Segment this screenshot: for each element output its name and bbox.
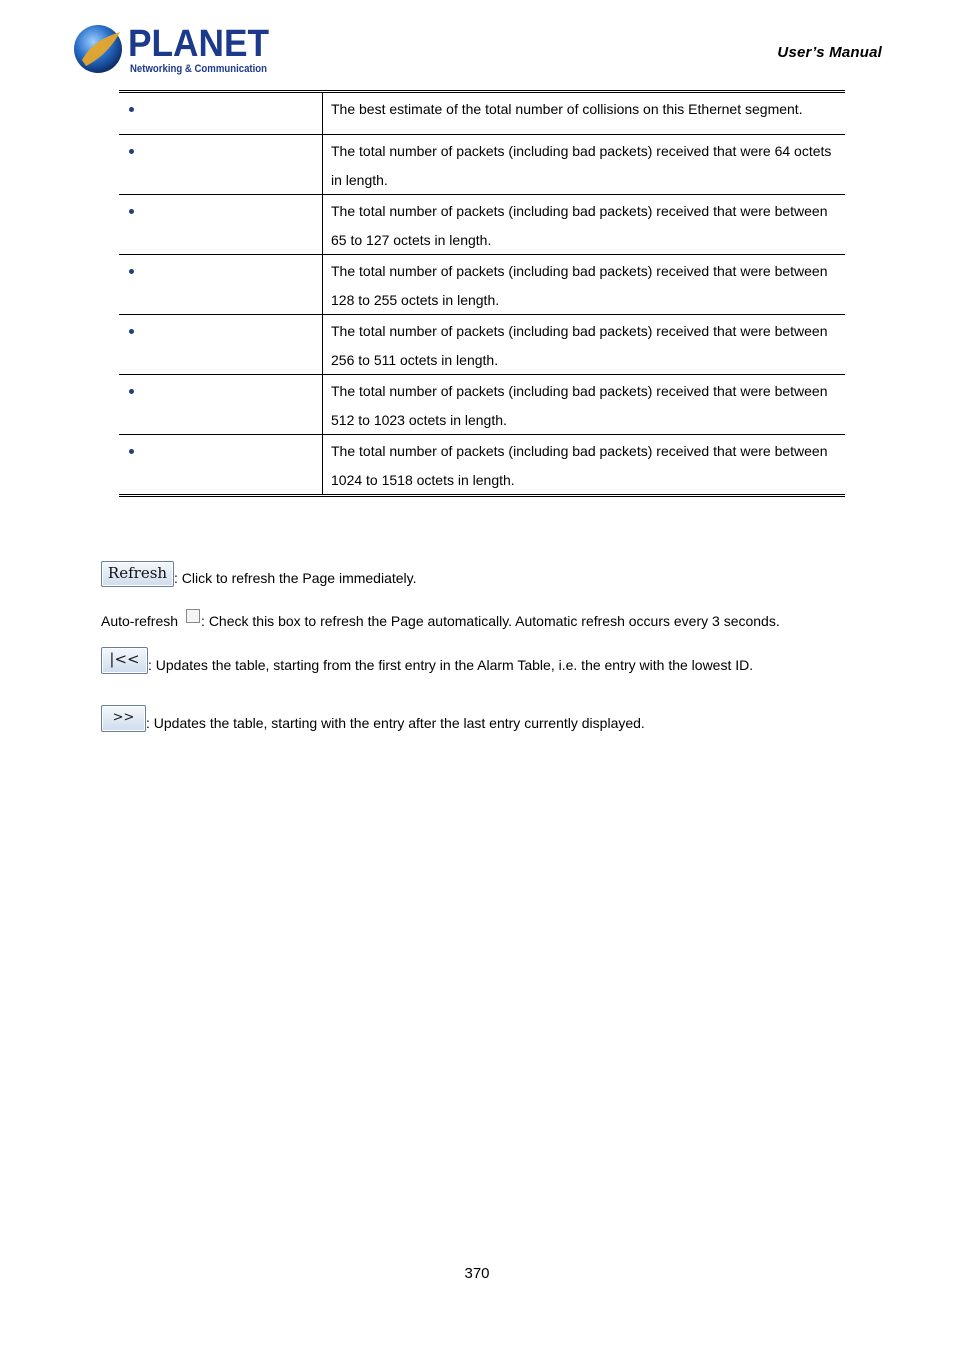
counter-description: The total number of packets (including bad packets) received that were 64 octets in length.: [323, 135, 846, 195]
refresh-button[interactable]: Refresh: [101, 561, 174, 587]
bullet-icon: [129, 209, 134, 214]
refresh-help-line: [101, 561, 417, 587]
bullet-icon: [129, 449, 134, 454]
counter-name-cell: [119, 375, 323, 435]
counter-name-cell: [119, 435, 323, 496]
counter-description: The total number of packets (including bad packets) received that were between 65 to 127 octets in length.: [323, 195, 846, 255]
bullet-icon: [129, 149, 134, 154]
next-page-button[interactable]: >>: [101, 705, 146, 732]
auto-refresh-help-line: [101, 609, 780, 630]
brand-tagline: Networking & Communication: [130, 63, 268, 75]
table-row: [119, 375, 845, 435]
page-header: [0, 0, 954, 92]
table-row: [119, 135, 845, 195]
bullet-icon: [129, 389, 134, 394]
bullet-icon: [129, 329, 134, 334]
table-row: [119, 435, 845, 496]
counter-description: The total number of packets (including bad packets) received that were between 128 to 255 octets in length.: [323, 255, 846, 315]
counter-description: The total number of packets (including bad packets) received that were between 256 to 511 octets in length.: [323, 315, 846, 375]
counter-name-cell: [119, 195, 323, 255]
first-page-help-line: [101, 647, 753, 674]
auto-refresh-label: Auto-refresh: [101, 613, 179, 629]
statistics-table: [119, 90, 845, 497]
first-page-button[interactable]: |<<: [101, 647, 148, 674]
table-row: [119, 92, 845, 135]
bullet-icon: [129, 269, 134, 274]
manual-title: User’s Manual: [777, 44, 882, 61]
counter-description: The total number of packets (including bad packets) received that were between 1024 to 1518 octets in length.: [331, 443, 828, 488]
brand-name: PLANET: [128, 23, 269, 65]
first-page-help-text: : Updates the table, starting from the first entry in the Alarm Table, i.e. the entry with the lowest ID.: [148, 657, 754, 673]
counter-description: The best estimate of the total number of collisions on this Ethernet segment.: [323, 92, 846, 135]
planet-logo: [74, 22, 274, 78]
table-row: [119, 195, 845, 255]
counter-name-cell: [119, 135, 323, 195]
bullet-icon: [129, 107, 134, 112]
table-row: [119, 255, 845, 315]
table-row: [119, 315, 845, 375]
page-number: 370: [464, 1265, 490, 1282]
counter-name-cell: [119, 255, 323, 315]
next-page-help-text: : Updates the table, starting with the entry after the last entry currently displayed.: [146, 715, 645, 731]
refresh-help-text: : Click to refresh the Page immediately.: [174, 570, 417, 586]
counter-description: The total number of packets (including bad packets) received that were between 512 to 1023 octets in length.: [323, 375, 846, 435]
auto-refresh-help-text: : Check this box to refresh the Page automatically. Automatic refresh occurs every 3 seconds.: [201, 613, 780, 629]
counter-name-cell: [119, 92, 323, 135]
next-page-help-line: [101, 705, 645, 732]
counter-name-cell: [119, 315, 323, 375]
auto-refresh-checkbox[interactable]: [186, 609, 200, 623]
